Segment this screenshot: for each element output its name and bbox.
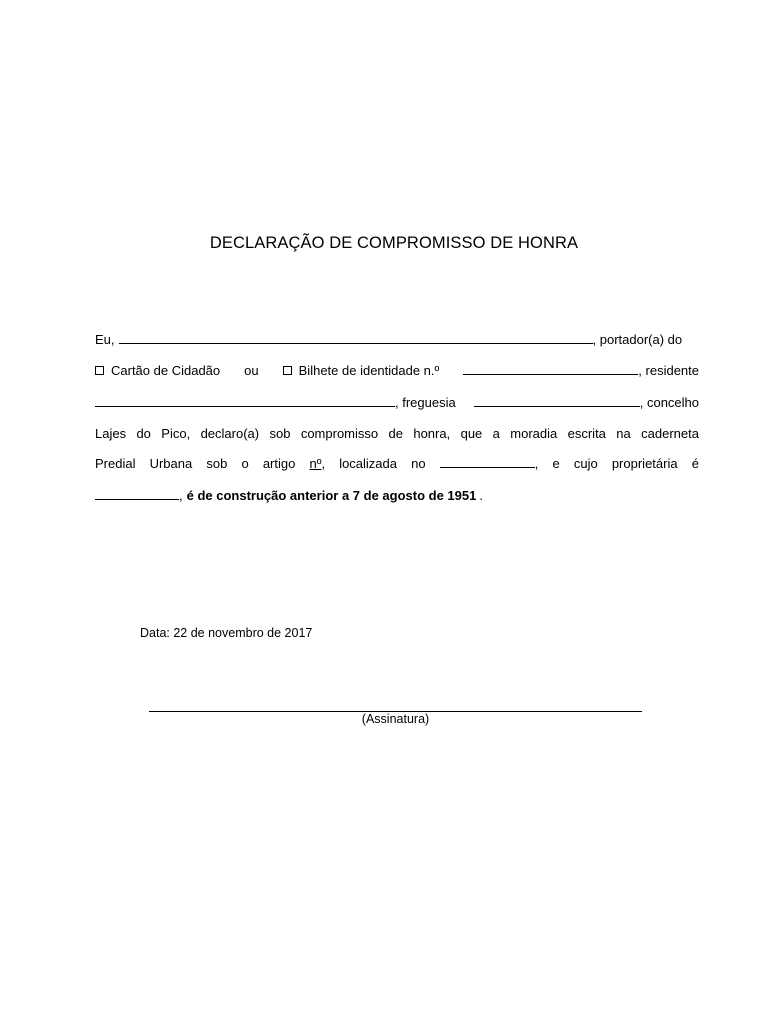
comma: ,: [179, 488, 183, 503]
owner-blank-field[interactable]: [95, 487, 179, 500]
address-group: [95, 393, 456, 413]
checkbox-icon[interactable]: [95, 366, 104, 375]
id-number-blank-field[interactable]: [463, 362, 638, 375]
date-text: Data: 22 de novembro de 2017: [140, 626, 313, 640]
label-cartao-cidadao: Cartão de Cidadão: [111, 363, 221, 378]
paragraph-line-1: [95, 330, 699, 350]
word: caderneta: [641, 426, 699, 441]
text-residente: , residente: [638, 363, 699, 378]
freguesia-group: [474, 393, 699, 413]
construction-statement: é de construção anterior a 7 de agosto de 1951: [186, 488, 477, 503]
location-blank-field[interactable]: [440, 455, 535, 468]
word: Predial: [95, 456, 136, 471]
word: sob: [206, 456, 228, 471]
word: moradia: [510, 426, 558, 441]
paragraph-line-2: [95, 361, 699, 381]
word: no: [411, 456, 426, 471]
word: e: [552, 456, 560, 471]
paragraph-line-3: [95, 393, 699, 413]
text-portador: , portador(a) do: [592, 332, 683, 347]
word: o: [241, 456, 249, 471]
option-cartao-cidadao[interactable]: [95, 361, 220, 381]
paragraph-line-4: [95, 424, 699, 444]
text-freguesia: , freguesia: [395, 395, 456, 410]
word: a: [492, 426, 500, 441]
signature-label: (Assinatura): [361, 712, 430, 726]
artigo-number-field[interactable]: nº,: [309, 456, 326, 471]
word: Lajes: [95, 426, 127, 441]
text-ou: ou: [244, 363, 259, 378]
word: que: [460, 426, 483, 441]
paragraph-line-6: [95, 486, 699, 506]
word: sob: [269, 426, 291, 441]
text-eu: Eu,: [95, 332, 115, 347]
comma: ,: [534, 456, 539, 471]
period: .: [479, 488, 483, 503]
checkbox-icon[interactable]: [283, 366, 292, 375]
word: honra,: [413, 426, 451, 441]
word: Pico,: [161, 426, 191, 441]
word: na: [616, 426, 631, 441]
location-group: [440, 454, 539, 474]
freguesia-blank-field[interactable]: [474, 394, 640, 407]
word: compromisso: [300, 426, 379, 441]
paragraph-line-5: [95, 454, 699, 474]
word: do: [136, 426, 151, 441]
name-blank-field[interactable]: [119, 331, 593, 344]
word: escrita: [567, 426, 606, 441]
word: declaro(a): [200, 426, 260, 441]
id-number-group: [463, 361, 699, 381]
label-bilhete-identidade: Bilhete de identidade n.º: [298, 363, 440, 378]
option-bilhete-identidade[interactable]: [283, 361, 440, 381]
word: de: [388, 426, 403, 441]
text-concelho: , concelho: [639, 395, 699, 410]
document-title: DECLARAÇÃO DE COMPROMISSO DE HONRA: [209, 234, 579, 252]
word: cujo: [573, 456, 598, 471]
word: Urbana: [149, 456, 193, 471]
word: proprietária: [611, 456, 678, 471]
address-blank-field[interactable]: [95, 394, 395, 407]
word: artigo: [262, 456, 296, 471]
word: é: [691, 456, 699, 471]
word: localizada: [339, 456, 398, 471]
